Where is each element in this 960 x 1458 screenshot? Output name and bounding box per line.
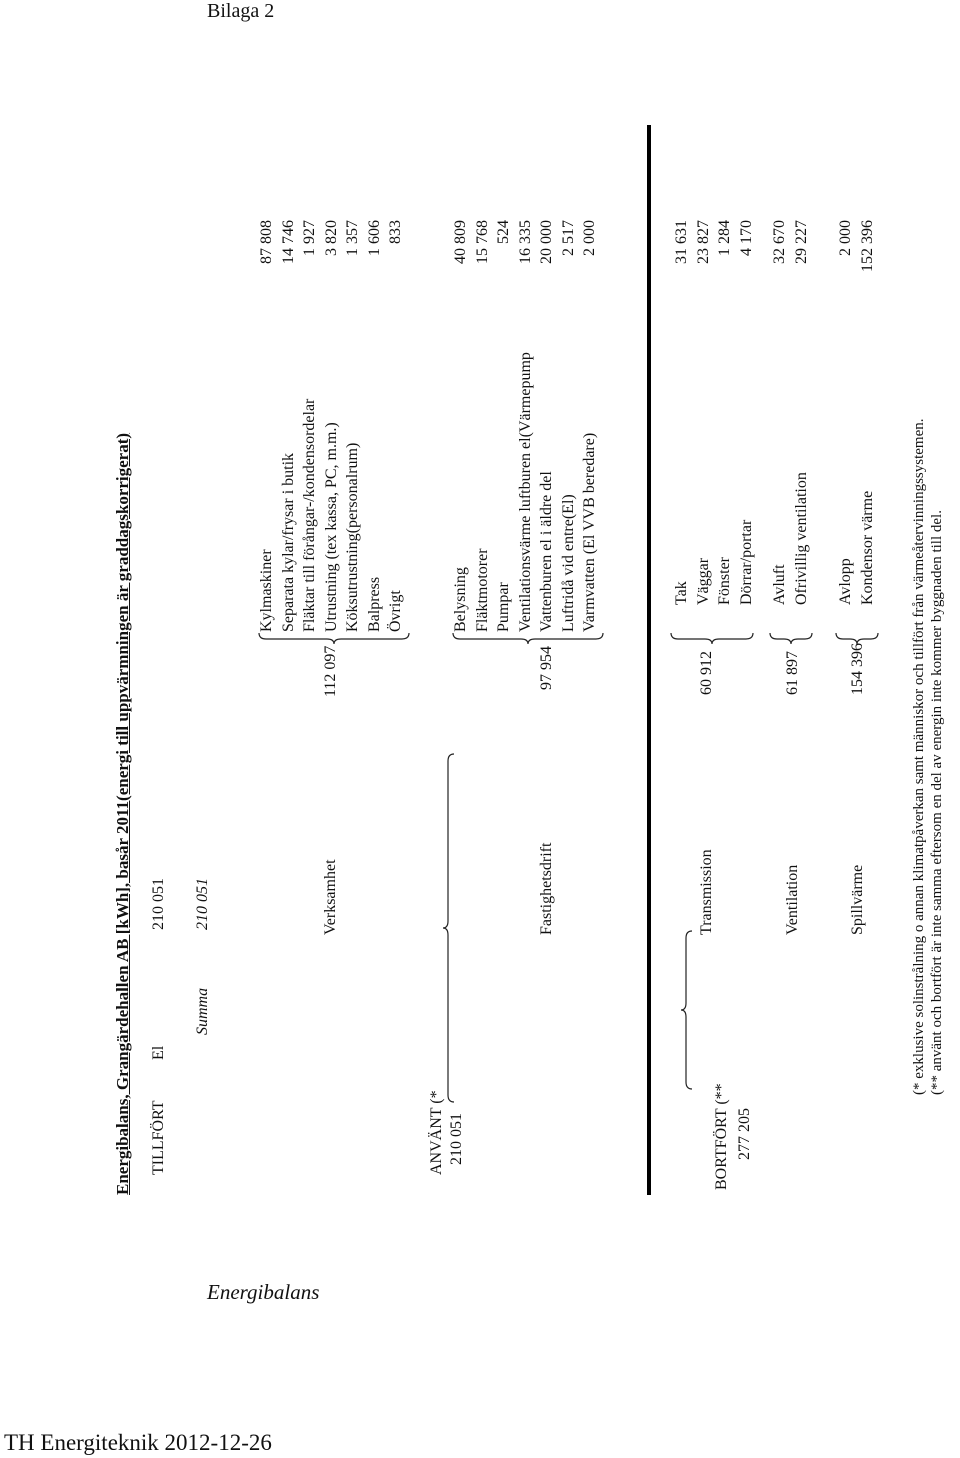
item-value: 1 606 [365,220,383,256]
item-value: 4 170 [737,220,755,256]
page-footer: TH Energiteknik 2012-12-26 [4,1430,272,1455]
item-value: 3 820 [322,220,340,256]
tillfort-label: TILLFÖRT [150,1100,167,1175]
verksamhet-brace [258,631,410,645]
verksamhet-values [256,220,407,295]
transmission-values [671,220,757,295]
list-item: Avluft [771,564,788,605]
item-value: 20 000 [538,220,555,264]
ventilation-label: Ventilation [784,864,801,935]
bortfort-brace [680,930,694,1090]
ventilation-brace [769,631,813,645]
summa-label: Summa [194,987,211,1035]
list-item: Övrigt [387,590,404,632]
attachment-label: Bilaga 2 [207,0,275,22]
item-value: 23 827 [694,220,712,264]
ventilation-items [769,472,812,605]
spillvarme-items [835,491,878,605]
ventilation-value: 61 897 [784,651,801,695]
anvant-brace [442,753,456,1103]
ventilation-values [769,220,812,295]
spillvarme-brace [835,631,879,645]
list-item: Fläktar till förångar-/kondensordelar [301,398,318,632]
fastighetsdrift-items [450,352,601,632]
item-value: 152 396 [858,220,876,272]
fastighetsdrift-value: 97 954 [538,646,555,690]
item-value: 2 517 [559,220,577,256]
fastighetsdrift-brace [452,631,604,645]
list-item: Kondensor värme [858,490,876,605]
anvant-label: ANVÄNT (* [428,1090,445,1175]
list-item: Fläktmotorer [473,548,491,632]
transmission-label: Transmission [698,849,715,935]
spillvarme-values [835,220,878,295]
list-item: Fönster [716,557,733,605]
item-value: 14 746 [279,220,297,264]
item-value: 87 808 [258,220,275,264]
list-item: Köksutrustning(personalrum) [344,442,361,632]
bortfort-label: BORTFÖRT (** [713,1083,730,1190]
list-item: Ofrivillig ventilation [792,472,810,605]
list-item: Separata kylar/frysar i butik [279,452,297,632]
verksamhet-items [256,399,407,632]
item-value: 524 [495,220,512,244]
verksamhet-value: 112 097 [322,645,339,697]
list-item: Pumpar [495,582,512,632]
list-item: Luftridå vid entre(El) [559,494,577,632]
item-value: 833 [387,220,404,244]
item-value: 16 335 [516,220,534,264]
list-item: Utrustning (tex kassa, PC, m.m.) [322,422,340,632]
item-value: 1 284 [716,220,733,256]
list-item: Väggar [694,557,712,605]
fastighetsdrift-values [450,220,601,295]
figure-caption: Energibalans [207,1280,320,1304]
item-value: 29 227 [792,220,810,264]
item-value: 2 000 [581,220,598,256]
anvant-total: 210 051 [448,1113,465,1165]
table-title: Energibalans, Grangärdehallen AB [kWh], basår 2011(energi till uppvärmningen är graddagskorrigerat) [113,432,132,1195]
list-item: Belysning [452,567,469,632]
list-item: Dörrar/portar [737,519,755,605]
list-item: Balpress [365,576,383,632]
bortfort-total: 277 205 [736,1108,753,1160]
item-value: 2 000 [837,220,854,256]
spillvarme-label: Spillvärme [849,864,866,935]
list-item: Vattenburen el i äldre del [538,471,555,632]
fastighetsdrift-label: Fastighetsdrift [538,842,555,935]
list-item: Varmvatten (El VVB beredare) [581,432,598,632]
item-value: 32 670 [771,220,788,264]
summa-value: 210 051 [194,878,211,930]
item-value: 31 631 [673,220,690,264]
spillvarme-value: 154 396 [849,643,866,695]
transmission-brace [670,631,754,645]
item-value: 1 357 [344,220,361,256]
list-item: Ventilationsvärme luftburen el(Värmepump [516,352,534,632]
energy-balance-sheet [110,120,945,1195]
item-value: 15 768 [473,220,491,264]
list-item: Avlopp [837,558,854,605]
tillfort-value: 210 051 [150,878,167,930]
transmission-value: 60 912 [698,651,715,695]
footnote-1: (* exklusive solinstrålning o annan klimatpåverkan samt människor och tillfört från värmeåtervinningssystemen. [911,418,927,1095]
item-value: 1 927 [301,220,318,256]
transmission-items [671,520,757,605]
verksamhet-label: Verksamhet [322,859,339,935]
item-value: 40 809 [452,220,469,264]
list-item: Tak [673,581,690,605]
list-item: Kylmaskiner [258,549,275,632]
footnote-2: (** använt och bortfört är inte samma eftersom en del av energin inte kommer byggnaden till del. [929,510,945,1095]
tillfort-source: El [150,1045,167,1060]
